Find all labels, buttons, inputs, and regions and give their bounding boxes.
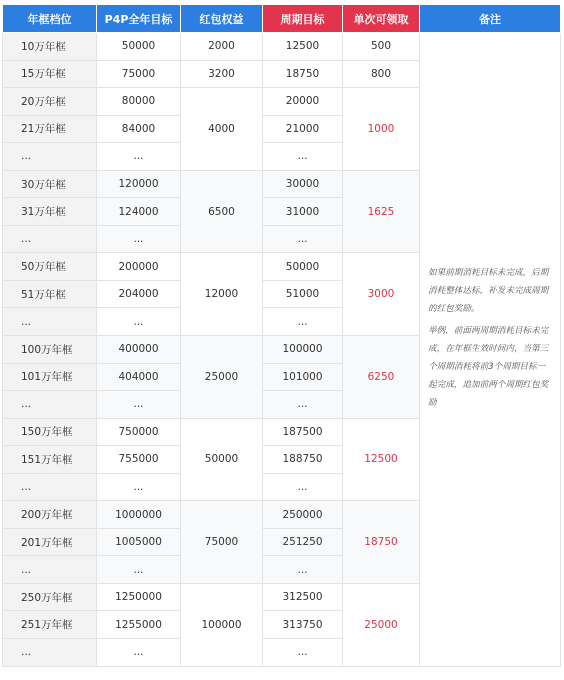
header-period-target: 周期目标 [263, 5, 343, 33]
tier-cell: ... [3, 391, 97, 419]
tier-cell: 50万年框 [3, 253, 97, 281]
claim-cell: 1625 [343, 170, 420, 253]
annual-target-cell: ... [97, 308, 181, 336]
claim-cell: 3000 [343, 253, 420, 336]
benefit-cell: 6500 [181, 170, 263, 253]
annual-target-cell: ... [97, 143, 181, 171]
period-target-cell: ... [263, 556, 343, 584]
period-target-cell: 251250 [263, 528, 343, 556]
benefit-cell: 50000 [181, 418, 263, 501]
tier-cell: 201万年框 [3, 528, 97, 556]
annual-target-cell: ... [97, 639, 181, 667]
tier-cell: ... [3, 225, 97, 253]
annual-target-cell: 1000000 [97, 501, 181, 529]
remarks-paragraph: 如果前期消耗目标未完成，后期消耗整体达标，补发未完成周期的红包奖励。 [428, 268, 549, 314]
tier-cell: 15万年框 [3, 60, 97, 88]
tier-cell: 31万年框 [3, 198, 97, 226]
tier-cell: ... [3, 556, 97, 584]
header-tier: 年框档位 [3, 5, 97, 33]
benefit-cell: 3200 [181, 60, 263, 88]
benefit-cell: 4000 [181, 88, 263, 171]
header-red-packet-benefit: 红包权益 [181, 5, 263, 33]
annual-target-cell: 124000 [97, 198, 181, 226]
claim-cell: 1000 [343, 88, 420, 171]
tier-cell: 51万年框 [3, 280, 97, 308]
period-target-cell: 51000 [263, 280, 343, 308]
period-target-cell: 312500 [263, 583, 343, 611]
period-target-cell: ... [263, 473, 343, 501]
tier-cell: 251万年框 [3, 611, 97, 639]
claim-cell: 500 [343, 33, 420, 61]
period-target-cell: 31000 [263, 198, 343, 226]
period-target-cell: ... [263, 143, 343, 171]
period-target-cell: 100000 [263, 336, 343, 364]
tier-cell: 250万年框 [3, 583, 97, 611]
tier-cell: 30万年框 [3, 170, 97, 198]
tier-cell: 100万年框 [3, 336, 97, 364]
annual-target-cell: 1005000 [97, 528, 181, 556]
header-annual-target: P4P全年目标 [97, 5, 181, 33]
period-target-cell: 188750 [263, 446, 343, 474]
annual-target-cell: 404000 [97, 363, 181, 391]
period-target-cell: 20000 [263, 88, 343, 116]
benefit-cell: 25000 [181, 336, 263, 419]
claim-cell: 18750 [343, 501, 420, 584]
annual-target-cell: 75000 [97, 60, 181, 88]
annual-target-cell: 84000 [97, 115, 181, 143]
period-target-cell: ... [263, 225, 343, 253]
benefit-cell: 75000 [181, 501, 263, 584]
period-target-cell: 18750 [263, 60, 343, 88]
benefit-cell: 2000 [181, 33, 263, 61]
period-target-cell: 30000 [263, 170, 343, 198]
period-target-cell: 250000 [263, 501, 343, 529]
annual-target-cell: ... [97, 225, 181, 253]
annual-target-cell: 204000 [97, 280, 181, 308]
remarks-cell [420, 33, 561, 667]
tier-cell: ... [3, 473, 97, 501]
tier-cell: 200万年框 [3, 501, 97, 529]
period-target-cell: 101000 [263, 363, 343, 391]
table-row [3, 33, 561, 61]
tier-cell: 101万年框 [3, 363, 97, 391]
claim-cell: 800 [343, 60, 420, 88]
annual-target-cell: 50000 [97, 33, 181, 61]
table-header-row [3, 5, 561, 33]
period-target-cell: 187500 [263, 418, 343, 446]
annual-target-cell: 80000 [97, 88, 181, 116]
period-target-cell: 50000 [263, 253, 343, 281]
annual-target-cell: ... [97, 391, 181, 419]
period-target-cell: 313750 [263, 611, 343, 639]
period-target-cell: ... [263, 308, 343, 336]
annual-target-cell: 755000 [97, 446, 181, 474]
tier-cell: 10万年框 [3, 33, 97, 61]
tier-cell: 150万年框 [3, 418, 97, 446]
tier-cell: ... [3, 639, 97, 667]
reward-tier-table [2, 4, 561, 667]
annual-target-cell: 1250000 [97, 583, 181, 611]
tier-cell: 151万年框 [3, 446, 97, 474]
annual-target-cell: 1255000 [97, 611, 181, 639]
annual-target-cell: ... [97, 473, 181, 501]
period-target-cell: 21000 [263, 115, 343, 143]
header-claim-per-time: 单次可领取 [343, 5, 420, 33]
period-target-cell: ... [263, 639, 343, 667]
claim-cell: 12500 [343, 418, 420, 501]
annual-target-cell: 200000 [97, 253, 181, 281]
annual-target-cell: 120000 [97, 170, 181, 198]
benefit-cell: 100000 [181, 583, 263, 666]
period-target-cell: 12500 [263, 33, 343, 61]
annual-target-cell: ... [97, 556, 181, 584]
period-target-cell: ... [263, 391, 343, 419]
header-remarks: 备注 [420, 5, 561, 33]
benefit-cell: 12000 [181, 253, 263, 336]
tier-cell: 21万年框 [3, 115, 97, 143]
claim-cell: 6250 [343, 336, 420, 419]
remarks-paragraph: 举例，前面两周期消耗目标未完成，在年框生效时间内，当第三个周期消耗将前3个周期目标一起完成，追加前两个周期红包奖励 [428, 326, 549, 408]
claim-cell: 25000 [343, 583, 420, 666]
tier-cell: 20万年框 [3, 88, 97, 116]
annual-target-cell: 400000 [97, 336, 181, 364]
tier-cell: ... [3, 143, 97, 171]
annual-target-cell: 750000 [97, 418, 181, 446]
tier-cell: ... [3, 308, 97, 336]
